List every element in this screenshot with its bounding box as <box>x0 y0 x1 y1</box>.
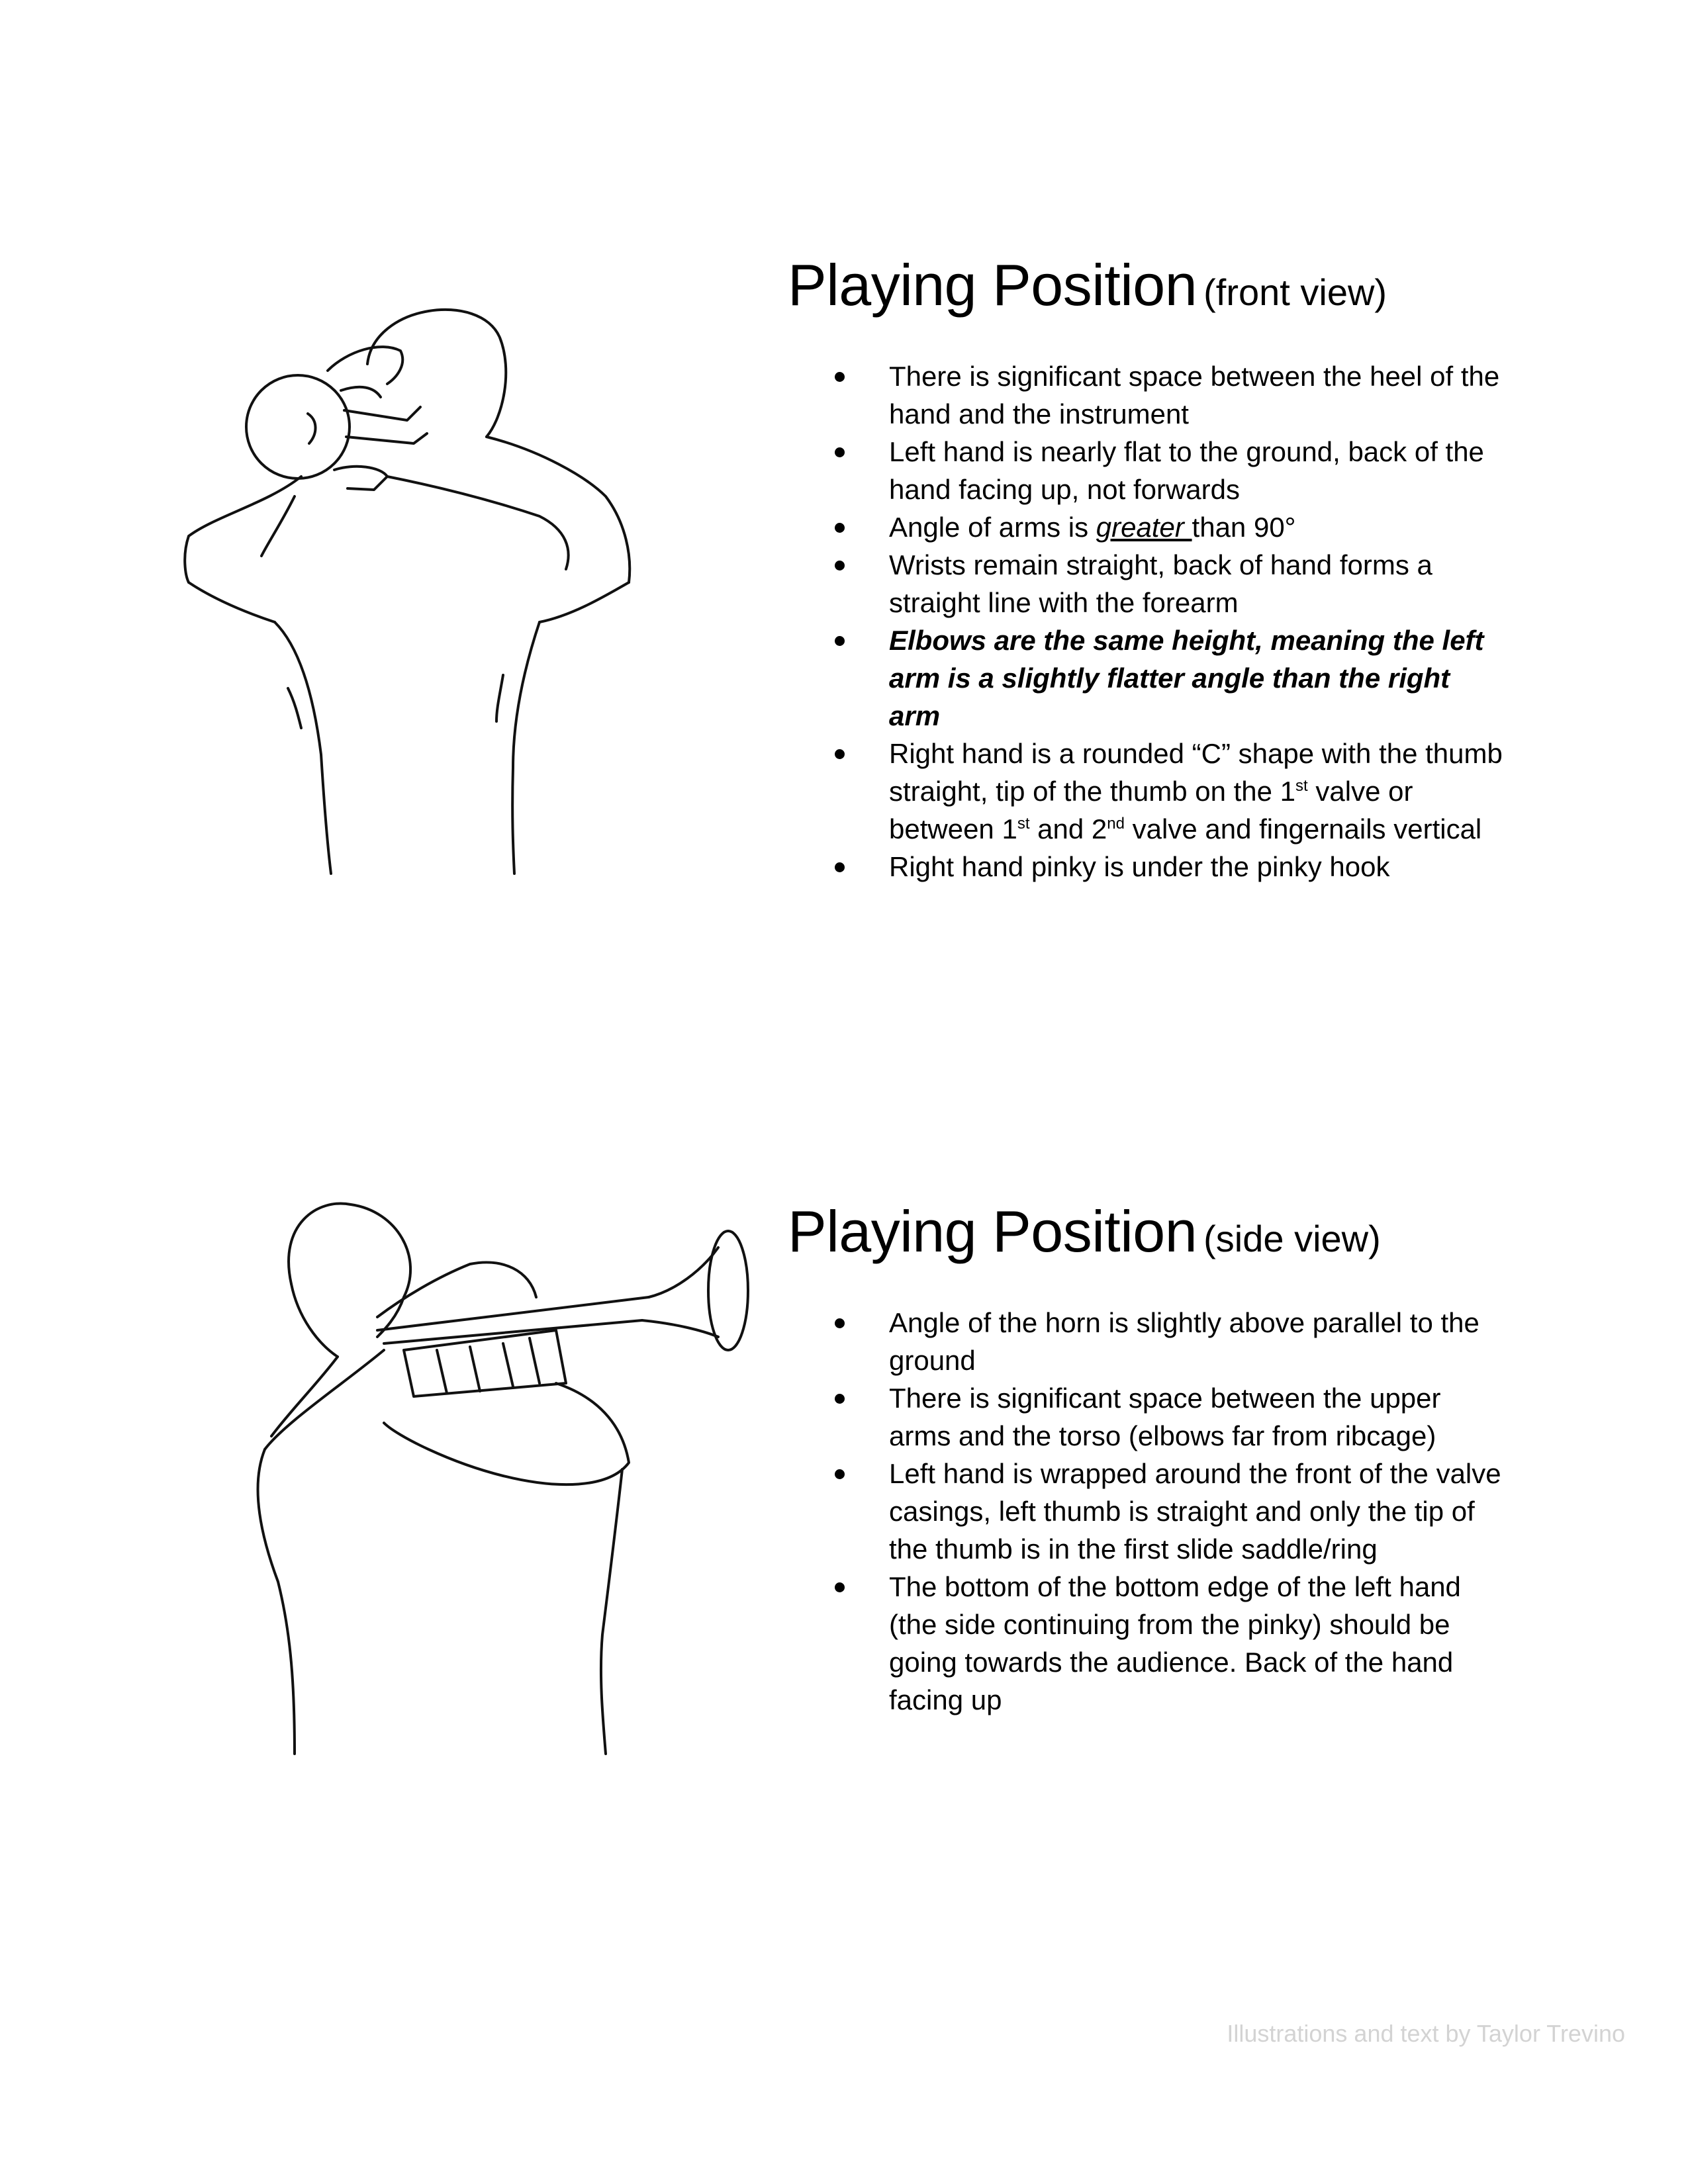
front-view-subtitle: (front view) <box>1203 271 1387 313</box>
trumpet-player-front-illustration <box>169 278 659 887</box>
front-view-heading <box>788 251 1387 319</box>
front-view-bullet-list <box>844 357 1506 886</box>
list-item: There is significant space between the upper arms and the torso (elbows far from ribcage) <box>844 1379 1506 1455</box>
list-item: Wrists remain straight, back of hand forms a straight line with the forearm <box>844 546 1506 621</box>
list-item: Left hand is nearly flat to the ground, back of the hand facing up, not forwards <box>844 433 1506 508</box>
arm-angle-emphasis: greater <box>1096 512 1192 543</box>
right-hand-text-2: valve or between 1 <box>889 776 1413 844</box>
front-view-section <box>0 238 1688 966</box>
ordinal-suffix: st <box>1017 815 1030 833</box>
trumpet-player-side-illustration <box>185 1185 781 1780</box>
side-view-bullet-list <box>844 1304 1506 1719</box>
list-item: There is significant space between the heel of the hand and the instrument <box>844 357 1506 433</box>
ordinal-suffix: nd <box>1107 815 1125 833</box>
right-hand-text-3: and 2 <box>1029 813 1107 844</box>
ordinal-suffix: st <box>1295 777 1308 795</box>
side-view-heading <box>788 1198 1381 1265</box>
arm-angle-text-end: than 90° <box>1192 512 1296 543</box>
list-item: The bottom of the bottom edge of the left hand (the side continuing from the pinky) should be going towards the audience. Back of the hand facing up <box>844 1568 1506 1719</box>
side-view-subtitle: (side view) <box>1203 1218 1381 1259</box>
list-item: Right hand pinky is under the pinky hook <box>844 848 1506 886</box>
side-view-section <box>0 1185 1688 1846</box>
front-view-title: Playing Position <box>788 252 1197 318</box>
list-item: Left hand is wrapped around the front of the valve casings, left thumb is straight and only the tip of the thumb is in the first slide saddle/ring <box>844 1455 1506 1568</box>
author-credit: Illustrations and text by Taylor Trevino <box>1227 2020 1625 2047</box>
list-item: Angle of the horn is slightly above parallel to the ground <box>844 1304 1506 1379</box>
list-item <box>844 735 1506 848</box>
right-hand-text-1: Right hand is a rounded “C” shape with the thumb straight, tip of the thumb on the 1 <box>889 738 1503 807</box>
list-item <box>844 508 1506 546</box>
list-item: Elbows are the same height, meaning the left arm is a slightly flatter angle than the right arm <box>844 621 1506 735</box>
right-hand-text-4: valve and fingernails vertical <box>1124 813 1482 844</box>
side-view-title: Playing Position <box>788 1199 1197 1264</box>
arm-angle-text-start: Angle of arms is <box>889 512 1096 543</box>
